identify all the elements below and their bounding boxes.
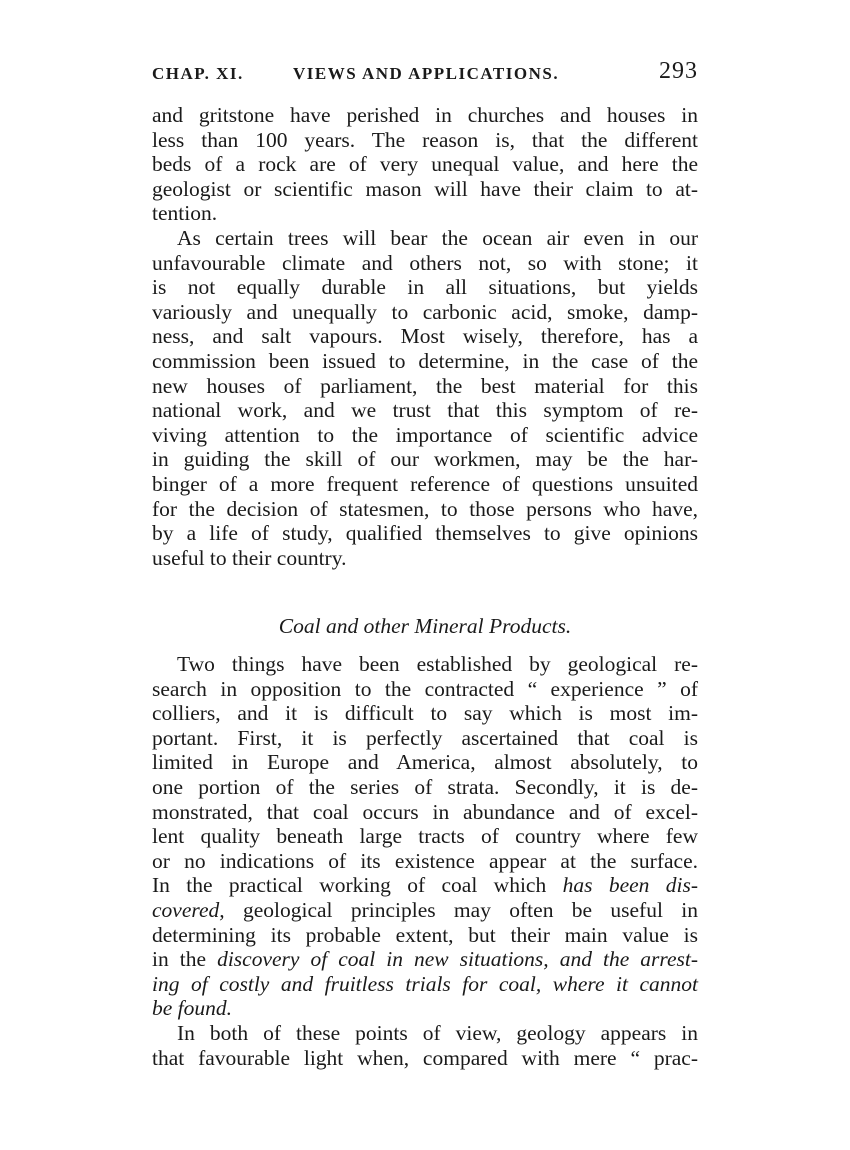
text-line: ness, and salt vapours. Most wisely, therefore, has a [152,324,698,349]
italic-segment: ing of costly and fruitless trials for coal, where it cannot [152,971,698,996]
text-line: lent quality beneath large tracts of country where few [152,824,698,849]
text-block-building-stone [152,103,698,570]
italic-segment: covered, [152,897,225,922]
italic-segment: be found. [152,996,233,1021]
text-line: that favourable light when, compared with mere “ prac- [152,1045,698,1070]
text-line-italic [152,972,698,997]
text-line: or no indications of its existence appear at the surface. [152,848,698,873]
text-line: Two things have been established by geological re- [177,652,698,676]
text-line: national work, and we trust that this symptom of re- [152,398,698,423]
text-line: commission been issued to determine, in the case of the [152,348,698,373]
italic-segment: discovery of coal in new situations, and the arrest- [217,947,698,972]
text-line: by a life of study, qualified themselves to give opinions [152,521,698,546]
text-line: for the decision of statesmen, to those persons who have, [152,496,698,521]
italic-segment: has been dis- [562,873,699,898]
text-line: unfavourable climate and others not, so with stone; it [152,250,698,275]
text-line: beds of a rock are of very unequal value, and here the [152,152,698,177]
text-line: new houses of parliament, the best material for this [152,373,698,398]
text-line: limited in Europe and America, almost absolutely, to [152,750,698,775]
text-line: As certain trees will bear the ocean air even in our [177,225,698,250]
text-line: In both of these points of view, geology appears in [177,1020,698,1045]
text-line: monstrated, that coal occurs in abundance and of excel- [152,799,698,824]
text-line-mixed [152,898,698,923]
text-block-coal [152,652,698,1070]
page-number: 293 [659,58,698,84]
text-line: geologist or scientific mason will have their claim to at- [152,176,698,201]
text-line: determining its probable extent, but their main value is [152,922,698,947]
text-segment: in the [152,947,207,972]
text-line: variously and unequally to carbonic acid, smoke, damp- [152,299,698,324]
text-line-mixed [152,873,698,898]
text-line-mixed [152,947,698,972]
text-line: in guiding the skill of our workmen, may be the har- [152,447,698,472]
running-title: VIEWS AND APPLICATIONS. [293,64,560,83]
text-line: useful to their country. [152,545,347,570]
text-line: colliers, and it is difficult to say which is most im- [152,701,698,726]
text-line-italic [152,996,698,1021]
text-line: less than 100 years. The reason is, that the different [152,127,698,152]
text-line: and gritstone have perished in churches and houses in [152,103,698,127]
text-line: one portion of the series of strata. Secondly, it is de- [152,774,698,799]
text-line: portant. First, it is perfectly ascertained that coal is [152,725,698,750]
text-segment: In the practical working of coal which [152,873,547,898]
chapter-label: CHAP. XI. [152,64,244,83]
text-line: search in opposition to the contracted “ experience ” of [152,676,698,701]
text-line: binger of a more frequent reference of questions unsuited [152,471,698,496]
section-heading: Coal and other Mineral Products. [278,614,572,638]
running-head [152,58,698,88]
text-segment: geological principles may often be useful in [242,897,698,922]
text-line: tention. [152,201,218,226]
text-line: viving attention to the importance of scientific advice [152,422,698,447]
text-line: is not equally durable in all situations, but yields [152,275,698,300]
